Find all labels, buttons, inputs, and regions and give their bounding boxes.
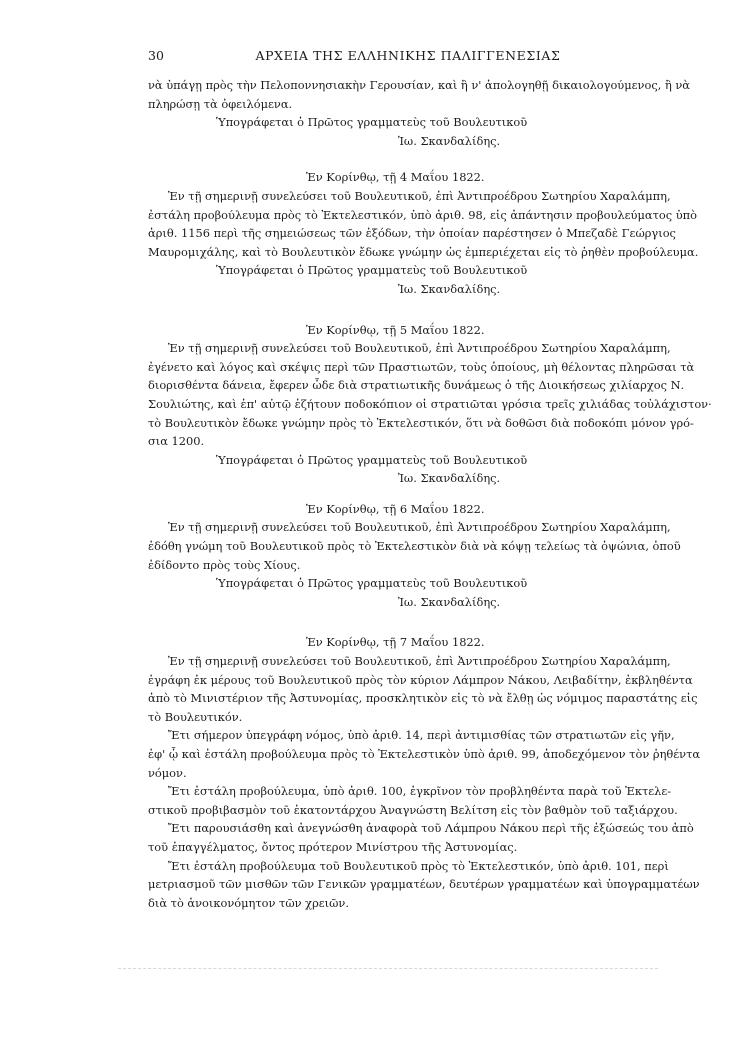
text-line: πληρώσῃ τὰ ὀφειλόμενα.: [148, 96, 293, 111]
text-line: διὰ τὸ ἀνοικονόμητον τῶν χρειῶν.: [148, 895, 349, 910]
text-line: Ἔτι ἐστάλη προβούλευμα, ὑπὸ ἀριθ. 100, ἐγκρῖνον τὸν προβληθέντα παρὰ τοῦ Ἐκτελε-: [168, 784, 672, 799]
text-line: νόμον.: [148, 765, 187, 780]
entry-date: Ἐν Κορίνθῳ, τῇ 7 Μαΐου 1822.: [306, 635, 485, 650]
text-line: Ἐν τῇ σημερινῇ συνελεύσει τοῦ Βουλευτικοῦ, ἐπὶ Ἀντιπροέδρου Σωτηρίου Χαραλάμπη,: [168, 188, 671, 203]
text-line: Ἔτι παρουσιάσθη καὶ ἀνεγνώσθη ἀναφορὰ τοῦ Λάμπρου Νάκου περὶ τῆς ἐξώσεώς του ἀπὸ: [168, 821, 694, 836]
entry-date: Ἐν Κορίνθῳ, τῇ 5 Μαΐου 1822.: [306, 322, 485, 337]
text-line: τὸ Βουλευτικὸν ἔδωκε γνώμην πρὸς τὸ Ἐκτελεστικόν, ὅτι νὰ δοθῶσι διὰ ποδοκόπι μόνον γρό-: [148, 415, 694, 430]
text-line: μετριασμοῦ τῶν μισθῶν τῶν Γενικῶν γραμματέων, δευτέρων γραμματέων καὶ ὑπογραμματέων: [148, 877, 700, 892]
text-line: Ἐν τῇ σημερινῇ συνελεύσει τοῦ Βουλευτικοῦ, ἐπὶ Ἀντιπροέδρου Σωτηρίου Χαραλάμπη,: [168, 341, 671, 356]
text-line: ἐγράφη ἐκ μέρους τοῦ Βουλευτικοῦ πρὸς τὸν κύριον Λάμπρον Νάκου, Λειβαδίτην, ἐκβληθέντα: [148, 672, 693, 687]
text-line: διορισθέντα δάνεια, ἔφερεν ὧδε διὰ στρατιωτικῆς δυνάμεως ὁ τῆς Διοικήσεως χιλίαρχος Ν.: [148, 378, 685, 393]
text-line: τοῦ ἐπαγγέλματος, ὄντος πρότερον Μινίστρου τῆς Ἀστυνομίας.: [148, 839, 518, 854]
text-line: Ἐν τῇ σημερινῇ συνελεύσει τοῦ Βουλευτικοῦ, ἐπὶ Ἀντιπροέδρου Σωτηρίου Χαραλάμπη,: [168, 520, 671, 535]
signature-line: Ὑπογράφεται ὁ Πρῶτος γραμματεὺς τοῦ Βουλευτικοῦ: [216, 576, 528, 591]
text-line: νὰ ὑπάγῃ πρὸς τὴν Πελοποννησιακὴν Γερουσίαν, καὶ ἢ ν' ἀπολογηθῇ δικαιολογούμενος, ἢ νὰ: [148, 78, 691, 92]
text-line: στικοῦ προβιβασμὸν τοῦ ἑκατοντάρχου Ἀναγνώστη Βελίτση εἰς τὸν βαθμὸν τοῦ ταξιάρχου.: [148, 802, 678, 817]
body-text: [148, 76, 712, 912]
signature-line: Ὑπογράφεται ὁ Πρῶτος γραμματεὺς τοῦ Βουλευτικοῦ: [216, 452, 528, 467]
text-line: Ἔτι σήμερον ὑπεγράφη νόμος, ὑπὸ ἀριθ. 14, περὶ ἀντιμισθίας τῶν στρατιωτῶν εἰς γῆν,: [168, 728, 675, 743]
text-line: ἀριθ. 1156 περὶ τῆς σημειώσεως τῶν ἐξόδων, τὴν ὁποίαν παρέστησεν ὁ Μπεζαδὲ Γεώργιος: [148, 226, 676, 241]
text-line: ἐστάλη προβούλευμα πρὸς τὸ Ἐκτελεστικόν, ὑπὸ ἀριθ. 98, εἰς ἀπάντησιν προβουλεύματος ὑπὸ: [148, 207, 698, 222]
text-line: ἐγένετο καὶ λόγος καὶ σκέψις περὶ τῶν Πραστιωτῶν, τοὺς ὁποίους, μὴ θέλοντας πληρῶσαι τὰ: [148, 359, 695, 374]
text-line: ἐδόθη γνώμη τοῦ Βουλευτικοῦ πρὸς τὸ Ἐκτελεστικὸν διὰ νὰ κόψῃ τελείως τὰ ὀψώνια, ὁποῦ: [148, 539, 681, 554]
text-line: σια 1200.: [148, 434, 205, 449]
signature-name: Ἰω. Σκανδαλίδης.: [398, 594, 501, 609]
signature-name: Ἰω. Σκανδαλίδης.: [398, 281, 501, 296]
text-line: Ἐν τῇ σημερινῇ συνελεύσει τοῦ Βουλευτικοῦ, ἐπὶ Ἀντιπροέδρου Σωτηρίου Χαραλάμπη,: [168, 654, 671, 669]
running-header: [148, 48, 668, 66]
text-line: ἐφ' ᾧ καὶ ἐστάλη προβούλευμα πρὸς τὸ Ἐκτελεστικὸν ὑπὸ ἀριθ. 99, ἀποδεχόμενον τὸν ῥηθέντα: [148, 747, 701, 761]
text-line: Ἔτι ἐστάλη προβούλευμα τοῦ Βουλευτικοῦ πρὸς τὸ Ἐκτελεστικόν, ὑπὸ ἀριθ. 101, περὶ: [168, 858, 669, 873]
signature-name: Ἰω. Σκανδαλίδης.: [398, 471, 501, 486]
text-line: ἀπὸ τὸ Μινιστέριον τῆς Ἀστυνομίας, προσκλητικὸν εἰς τὸ νὰ ἔλθῃ ὡς νόμιμος παραστάτης εἰς: [148, 691, 698, 706]
text-line: ἐδίδοντο πρὸς τοὺς Χίους.: [148, 557, 301, 572]
scan-artifact-rule: [118, 968, 658, 969]
entry-date: Ἐν Κορίνθῳ, τῇ 4 Μαΐου 1822.: [306, 170, 485, 185]
entry-date: Ἐν Κορίνθῳ, τῇ 6 Μαΐου 1822.: [306, 501, 485, 516]
signature-name: Ἰω. Σκανδαλίδης.: [398, 133, 501, 148]
text-line: Σουλιώτης, καὶ ἐπ' αὐτῷ ἐζήτουν ποδοκόπιον οἱ στρατιῶται γρόσια τρεῖς χιλιάδας τοὐλάχιστον·: [148, 396, 712, 411]
page-number: 30: [148, 48, 164, 63]
text-line: Μαυρομιχάλης, καὶ τὸ Βουλευτικὸν ἔδωκε γνώμην ὡς ἐμπεριέχεται εἰς τὸ ῥηθὲν προβούλευμα.: [148, 244, 699, 259]
text-line: τὸ Βουλευτικόν.: [148, 709, 243, 724]
signature-line: Ὑπογράφεται ὁ Πρῶτος γραμματεὺς τοῦ Βουλευτικοῦ: [216, 263, 528, 278]
running-title: ΑΡΧΕΙΑ ΤΗΣ ΕΛΛΗΝΙΚΗΣ ΠΑΛΙΓΓΕΝΕΣΙΑΣ: [255, 48, 561, 63]
signature-line: Ὑπογράφεται ὁ Πρῶτος γραμματεὺς τοῦ Βουλευτικοῦ: [216, 115, 528, 130]
